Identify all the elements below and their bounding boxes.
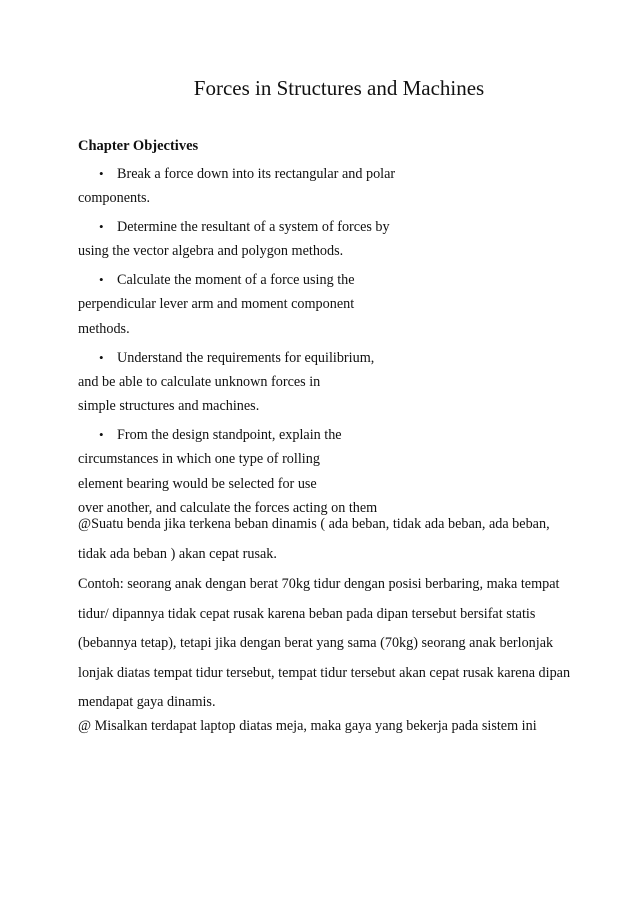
paragraph-line: lonjak diatas tempat tidur tersebut, tempat tidur tersebut akan cepat rusak karena dipan: [78, 664, 571, 681]
objective-text: perpendicular lever arm and moment component: [78, 296, 355, 313]
objective-text: Break a force down into its rectangular and polar: [117, 166, 396, 182]
paragraph-line: mendapat gaya dinamis.: [78, 694, 216, 710]
bullet-icon: •: [99, 426, 104, 442]
objective-text: circumstances in which one type of rolling: [78, 451, 320, 468]
paragraph-line: @Suatu benda jika terkena beban dinamis ( ada beban, tidak ada beban, ada beban,: [78, 516, 550, 532]
objective-line: [78, 423, 558, 447]
objective-item: [78, 423, 558, 520]
objective-line: [78, 162, 558, 186]
objective-line: [78, 370, 558, 394]
objective-text: simple structures and machines.: [78, 398, 260, 415]
paragraph-dynamic-load: [78, 510, 568, 569]
objective-text: using the vector algebra and polygon methods.: [78, 243, 344, 260]
objective-text: element bearing would be selected for use: [78, 475, 317, 492]
section-heading: Chapter Objectives: [78, 138, 199, 154]
objective-line: [78, 472, 558, 496]
objective-text: Determine the resultant of a system of forces by: [117, 219, 390, 236]
objective-line: [78, 268, 558, 292]
objective-text: over another, and calculate the forces acting on them: [78, 499, 378, 516]
paragraph-line: tidak ada beban ) akan cepat rusak.: [78, 545, 277, 562]
objective-line: [78, 447, 558, 471]
objectives-list: [78, 162, 558, 525]
objective-text: Calculate the moment of a force using the: [117, 272, 355, 289]
objective-line: [78, 394, 558, 418]
objective-text: and be able to calculate unknown forces in: [78, 373, 321, 390]
bullet-icon: •: [99, 166, 104, 181]
bullet-icon: •: [99, 272, 104, 288]
objective-line: [78, 186, 558, 210]
objective-text: From the design standpoint, explain the: [117, 426, 342, 443]
objective-text: Understand the requirements for equilibrium,: [117, 349, 375, 366]
objective-text: components.: [78, 190, 151, 207]
objective-line: [78, 346, 558, 370]
bullet-icon: •: [99, 219, 104, 235]
paragraph-line: Contoh: seorang anak dengan berat 70kg tidur dengan posisi berbaring, maka tempat: [78, 576, 560, 592]
paragraph-laptop: [78, 712, 568, 742]
bullet-icon: •: [99, 349, 104, 365]
objective-item: [78, 268, 558, 341]
objective-item: [78, 215, 558, 264]
paragraph-line: @ Misalkan terdapat laptop diatas meja, maka gaya yang bekerja pada sistem ini: [78, 718, 537, 734]
objective-line: [78, 239, 558, 263]
objective-item: [78, 162, 558, 211]
objective-text: methods.: [78, 320, 130, 337]
paragraph-line: (bebannya tetap), tetapi jika dengan berat yang sama (70kg) seorang anak berlonjak: [78, 635, 554, 651]
objective-line: [78, 215, 558, 239]
objective-line: [78, 292, 558, 316]
document-title: Forces in Structures and Machines: [193, 76, 485, 100]
objective-line: [78, 317, 558, 341]
paragraph-example: [78, 570, 571, 718]
paragraph-line: tidur/ dipannya tidak cepat rusak karena beban pada dipan tersebut bersifat statis: [78, 605, 536, 622]
objective-item: [78, 346, 558, 419]
